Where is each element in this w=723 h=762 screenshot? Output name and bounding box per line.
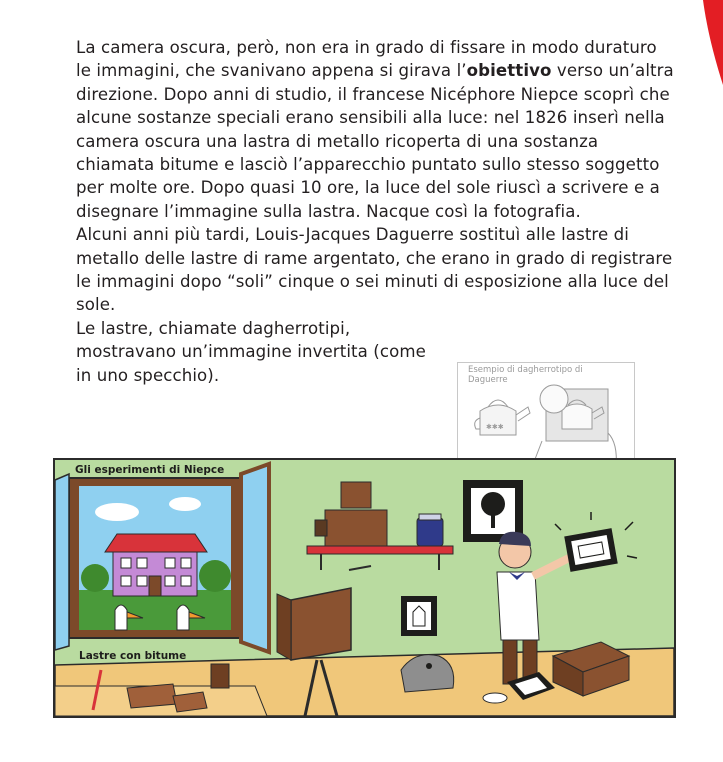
daguerreotype-sample-image <box>457 362 635 472</box>
paragraph-dagherrotipi: Le lastre, chiamate dagherrotipi, mostravano un’immagine invertita (come in uno specchio). <box>76 318 426 385</box>
body-text <box>76 36 676 387</box>
obiettivo-term: obiettivo <box>466 61 552 81</box>
paragraph-daguerre: Alcuni anni più tardi, Louis-Jacques Daguerre sostituì alle lastre di metallo delle lastre di rame argentato, che erano in grado di registrare le immagini dopo “soli” cinque o sei minuti di esposizione alla luce del sole. <box>76 225 673 315</box>
paragraph-niepce: La camera oscura, però, non era in grado di fissare in modo duraturo le immagini, che svanivano appena si girava l’obiettivo verso un’altra direzione. Dopo anni di studio, il francese Nicéphore Niepce scoprì che alcune sostanze speciali erano sensibili alla luce: nel 1826 inserì nella camera oscura una lastra di metallo ricoperta di una sostanza chiamata bitume e lasciò l’apparecchio puntato sullo stesso soggetto per molte ore. Dopo quasi 10 ore, la luce del sole riuscì a scrivere e a disegnare l’immagine sulla lastra. Nacque così la fotografia. <box>76 38 674 221</box>
plates-label: Lastre con bitume <box>79 650 187 662</box>
illustration-title: Gli esperimenti di Niepce <box>75 464 225 476</box>
svg-text:✱✱✱: ✱✱✱ <box>486 423 504 431</box>
sample-caption: Esempio di dagherrotipo di Daguerre <box>468 365 583 385</box>
red-corner-decoration <box>693 0 723 90</box>
daguerreotype-drawing <box>458 363 634 471</box>
illustration-drawing <box>55 460 674 716</box>
niepce-experiments-illustration <box>53 458 676 718</box>
